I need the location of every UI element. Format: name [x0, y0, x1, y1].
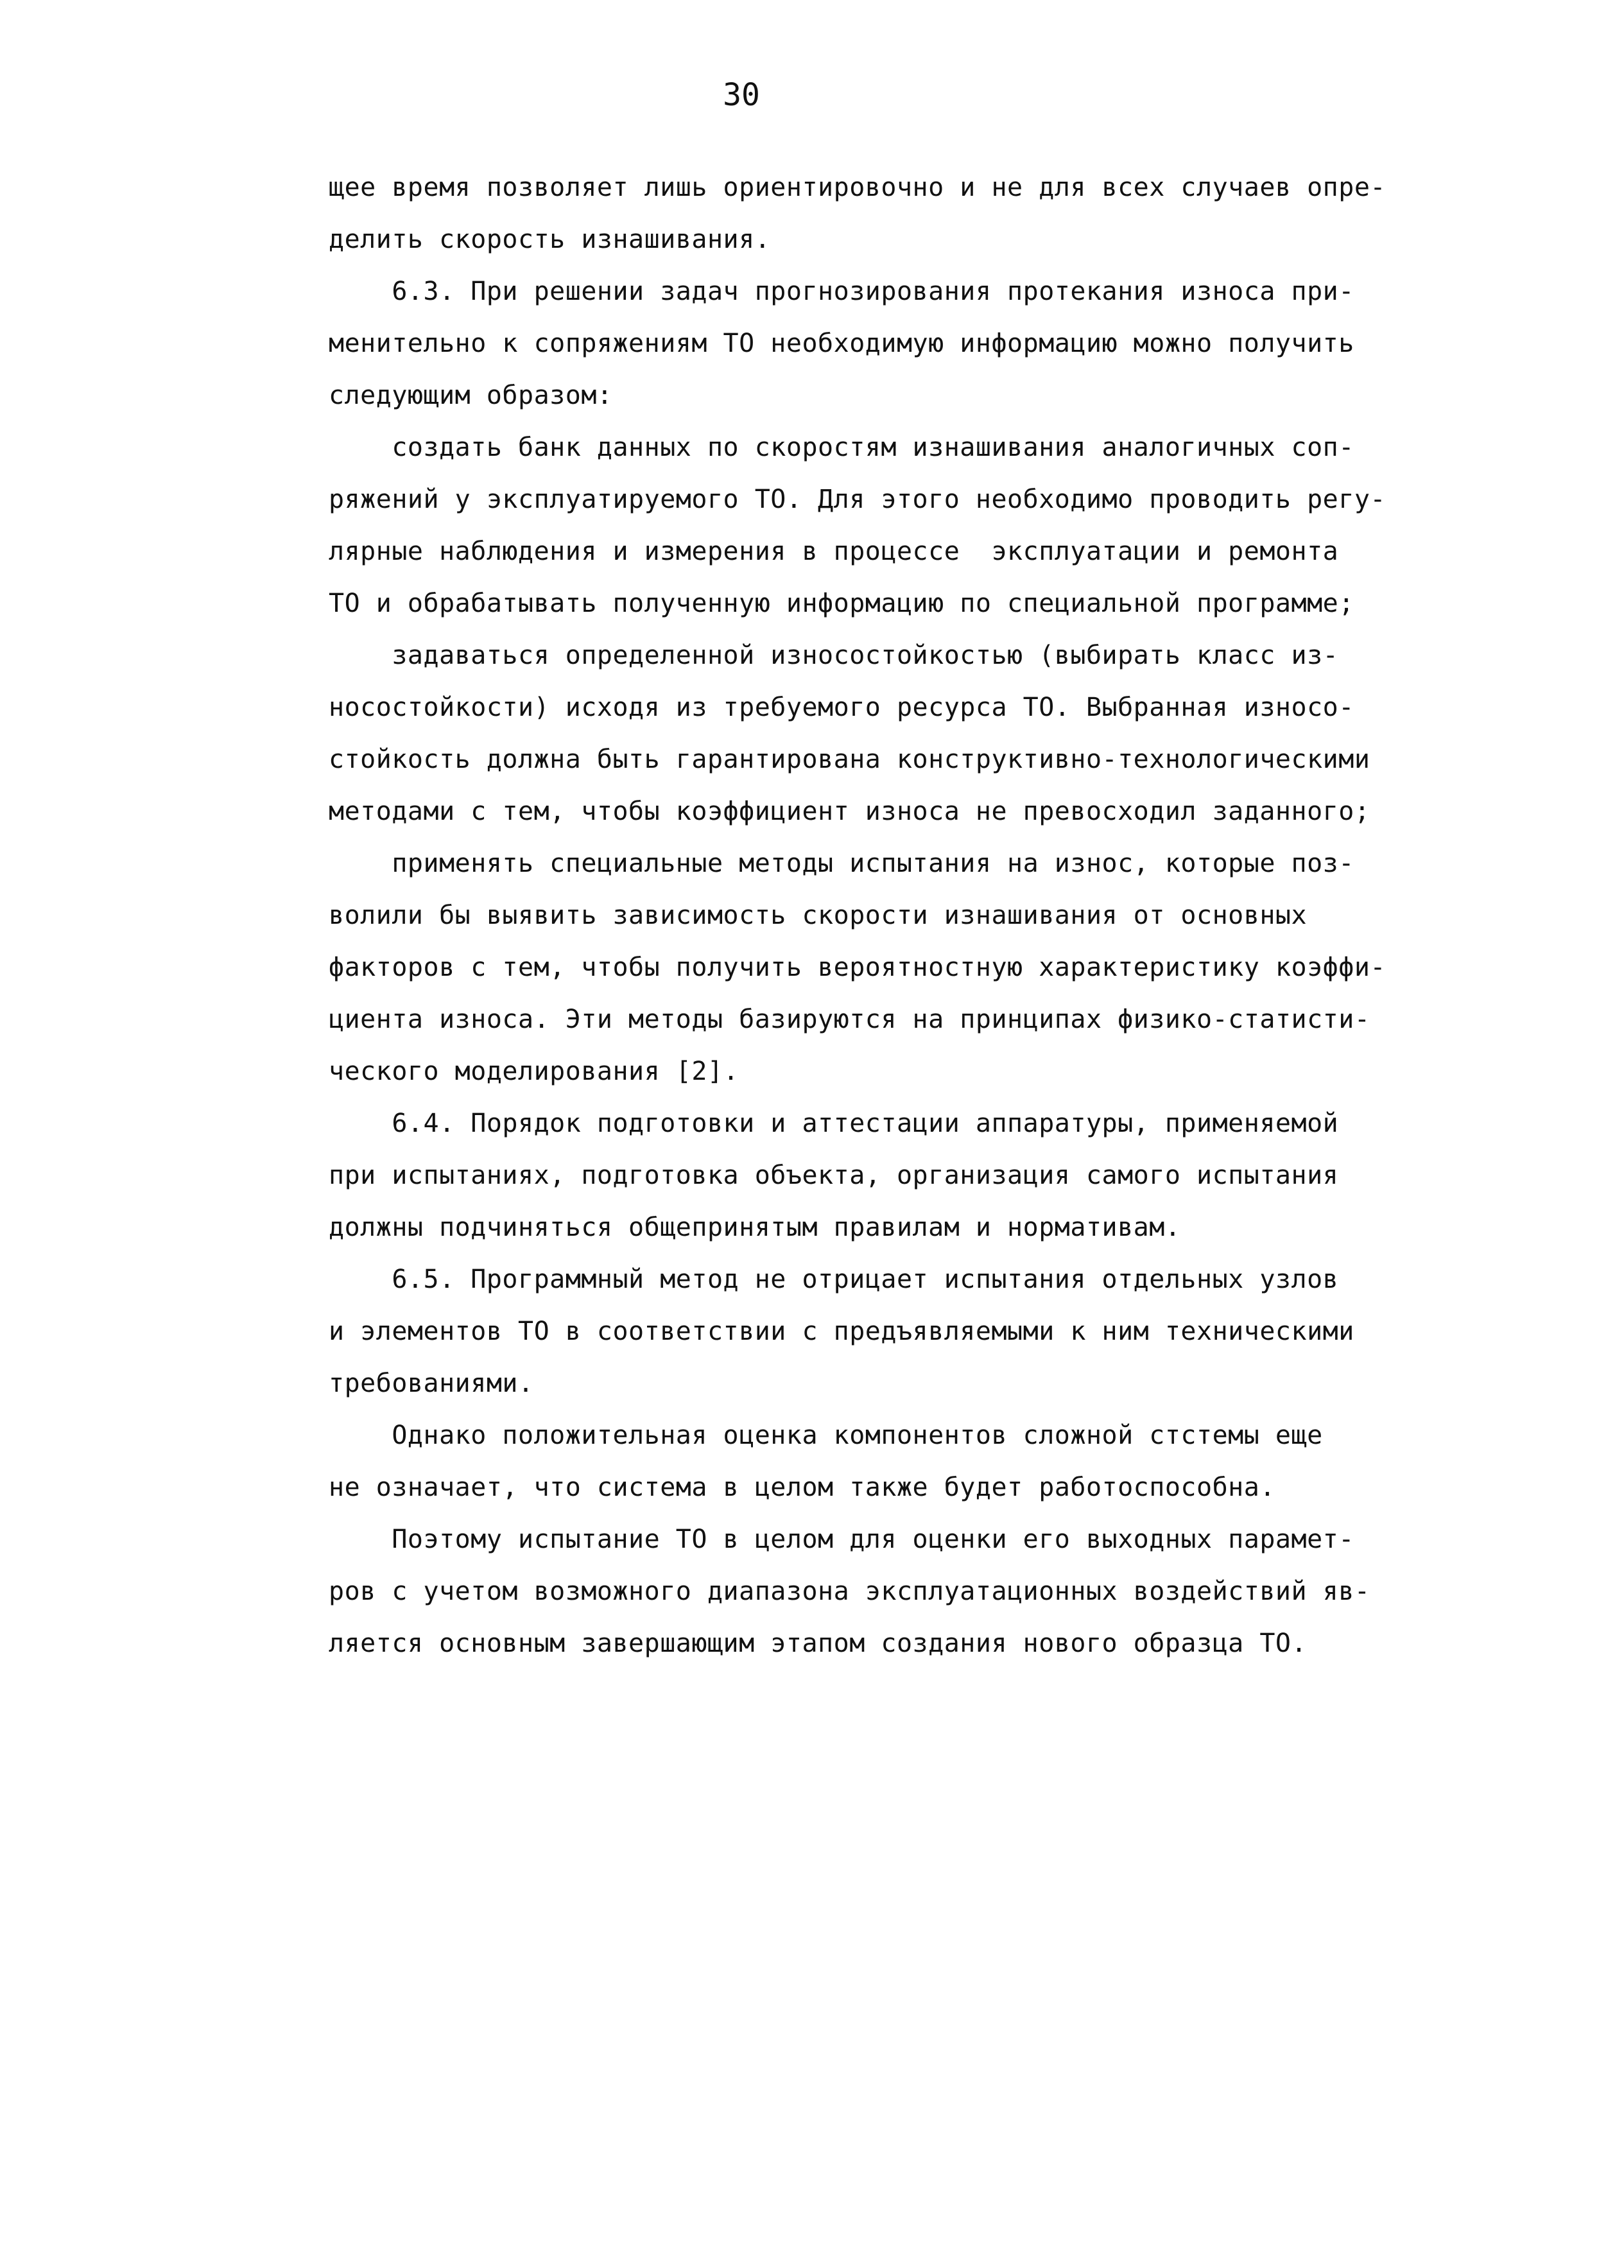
text-line: ряжений у эксплуатируемого ТО. Для этого необходимо проводить регу-: [329, 485, 1386, 514]
text-line: щее время позволяет лишь ориентировочно и не для всех случаев опре-: [329, 173, 1386, 202]
text-line: ляется основным завершающим этапом создания нового образца ТО.: [329, 1629, 1308, 1658]
text-line: создать банк данных по скоростям изнашивания аналогичных соп-: [329, 433, 1354, 462]
text-line: лярные наблюдения и измерения в процессе эксплуатации и ремонта: [329, 537, 1339, 566]
text-line: задаваться определенной износостойкостью (выбирать класс из-: [329, 641, 1339, 670]
text-line: стойкость должна быть гарантирована конструктивно-технологическими: [329, 745, 1370, 774]
text-line: должны подчиняться общепринятым правилам и нормативам.: [329, 1213, 1181, 1242]
text-line: ческого моделирования [2].: [329, 1057, 739, 1086]
text-line: 6.3. При решении задач прогнозирования протекания износа при-: [329, 277, 1354, 306]
text-line: следующим образом:: [329, 381, 613, 410]
text-line: циента износа. Эти методы базируются на принципах физико-статисти-: [329, 1005, 1370, 1034]
text-line: факторов с тем, чтобы получить вероятностную характеристику коэффи-: [329, 953, 1386, 982]
text-line: Однако положительная оценка компонентов сложной стстемы еще: [329, 1421, 1323, 1450]
text-line: при испытаниях, подготовка объекта, организация самого испытания: [329, 1161, 1339, 1190]
text-line: делить скорость изнашивания.: [329, 225, 771, 254]
text-line: носостойкости) исходя из требуемого ресурса ТО. Выбранная износо-: [329, 693, 1354, 722]
document-body: [329, 162, 1471, 1670]
text-line: ров с учетом возможного диапазона эксплуатационных воздействий яв-: [329, 1577, 1370, 1606]
page-number: 30: [723, 77, 760, 113]
text-line: требованиями.: [329, 1369, 534, 1398]
text-line: 6.5. Программный метод не отрицает испытания отдельных узлов: [329, 1265, 1339, 1294]
text-line: применять специальные методы испытания на износ, которые поз-: [329, 849, 1354, 878]
text-line: волили бы выявить зависимость скорости изнашивания от основных: [329, 901, 1308, 930]
text-line: ТО и обрабатывать полученную информацию по специальной программе;: [329, 589, 1354, 618]
text-line: Поэтому испытание ТО в целом для оценки его выходных парамет-: [329, 1525, 1354, 1554]
text-line: и элементов ТО в соответствии с предъявляемыми к ним техническими: [329, 1317, 1354, 1346]
text-line: 6.4. Порядок подготовки и аттестации аппаратуры, применяемой: [329, 1109, 1339, 1138]
text-line: менительно к сопряжениям ТО необходимую информацию можно получить: [329, 329, 1354, 358]
text-line: методами с тем, чтобы коэффициент износа не превосходил заданного;: [329, 797, 1370, 826]
text-line: не означает, что система в целом также будет работоспособна.: [329, 1473, 1275, 1502]
